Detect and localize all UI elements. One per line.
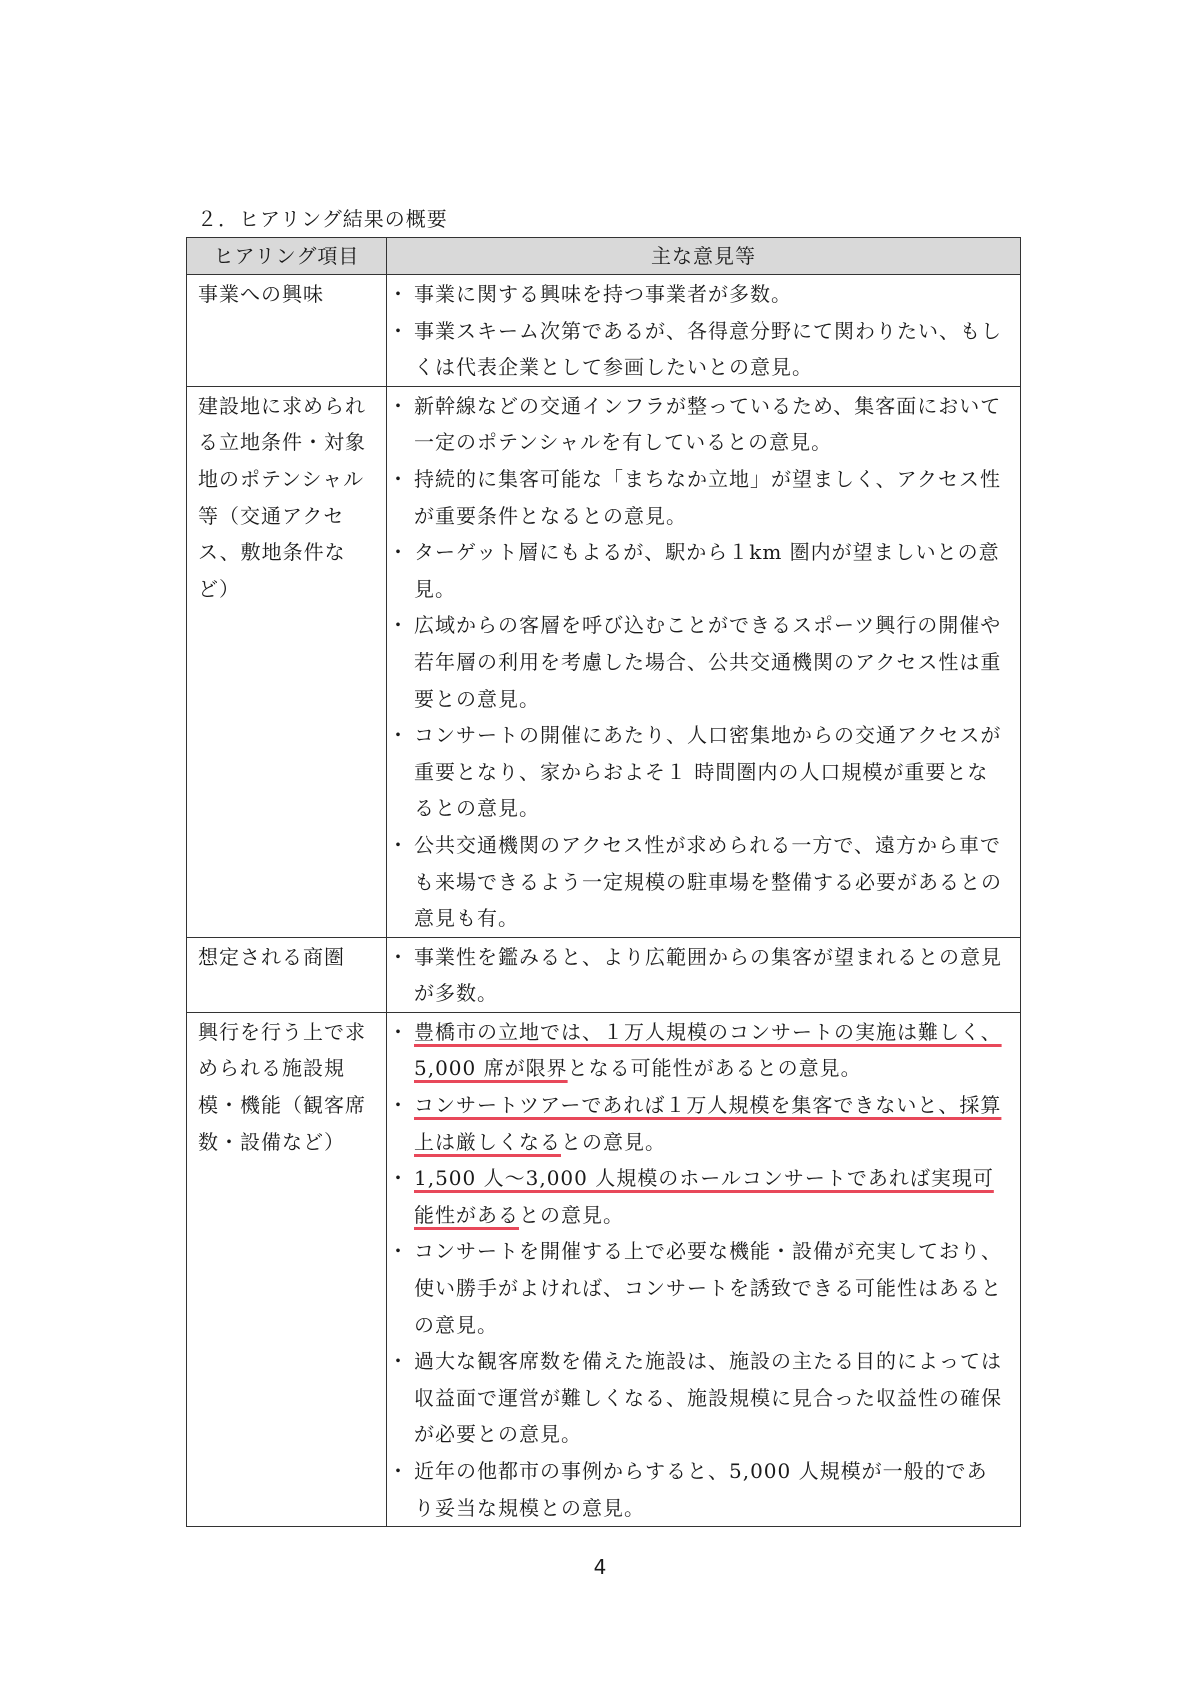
opinion-text: 広域からの客層を呼び込むことができるスポーツ興行の開催や若年層の利用を考慮した場合、公共交通機関のアクセス性は重要との意見。 <box>414 613 1002 711</box>
opinion-text: となる可能性があるとの意見。 <box>567 1056 862 1081</box>
highlighted-text: コンサートツアーであれば１万人規模を集客できないと、採算上は厳しくなる <box>414 1093 1002 1154</box>
opinions-cell <box>387 937 1021 1012</box>
opinion-text: との意見。 <box>561 1129 666 1154</box>
opinion-item <box>394 717 1008 827</box>
opinion-text: 事業性を鑑みると、より広範囲からの集客が望まれるとの意見が多数。 <box>414 944 1002 1006</box>
opinion-text: 事業スキーム次第であるが、各得意分野にて関わりたい、もしくは代表企業として参画したいとの意見。 <box>414 318 1002 380</box>
opinion-text: 事業に関する興味を持つ事業者が多数。 <box>414 282 792 306</box>
highlighted-text: 豊橋市の立地では、１万人規模のコンサートの実施は難しく、5,000 席が限界 <box>414 1019 1002 1081</box>
opinion-item <box>394 1087 1008 1160</box>
opinion-text: ターゲット層にもよるが、駅から１km 圏内が望ましいとの意見。 <box>414 540 1000 601</box>
opinion-text: コンサートの開催にあたり、人口密集地からの交通アクセスが重要となり、家からおよそ１ 時間圏内の人口規模が重要となるとの意見。 <box>414 723 1002 821</box>
opinion-text: 持続的に集客可能な「まちなか立地」が望ましく、アクセス性が重要条件となるとの意見。 <box>414 466 1001 528</box>
table-body <box>187 275 1021 1527</box>
header-hearing-item: ヒアリング項目 <box>187 238 387 275</box>
opinions-cell <box>387 275 1021 387</box>
opinion-item <box>394 461 1008 534</box>
opinion-text: 近年の他都市の事例からすると、5,000 人規模が一般的であり妥当な規模との意見。 <box>414 1459 988 1520</box>
table-row <box>187 275 1021 387</box>
header-main-opinions: 主な意見等 <box>387 238 1021 275</box>
page-number: 4 <box>593 1555 607 1579</box>
hearing-item-cell: 事業への興味 <box>187 275 387 387</box>
opinion-item <box>394 1233 1008 1343</box>
opinion-text: 公共交通機関のアクセス性が求められる一方で、遠方から車でも来場できるよう一定規模の駐車場を整備する必要があるとの意見も有。 <box>414 832 1002 931</box>
table-row <box>187 937 1021 1012</box>
opinion-item <box>394 388 1008 461</box>
highlighted-text: 1,500 人～3,000 人規模のホールコンサートであれば実現可能性がある <box>414 1166 994 1227</box>
opinion-item <box>394 1160 1008 1233</box>
opinion-item <box>394 939 1008 1012</box>
table-header-row <box>187 238 1021 275</box>
hearing-results-table <box>186 237 1021 1527</box>
hearing-item-cell: 建設地に求められる立地条件・対象地のポテンシャル等（交通アクセス、敷地条件など） <box>187 386 387 937</box>
opinion-list <box>394 939 1008 1012</box>
opinion-item <box>394 827 1008 937</box>
opinion-item <box>394 313 1008 386</box>
opinion-item <box>394 276 1008 313</box>
opinions-cell <box>387 1012 1021 1526</box>
opinion-item <box>394 1343 1008 1453</box>
table-row <box>187 1012 1021 1526</box>
opinions-cell <box>387 386 1021 937</box>
opinion-item <box>394 607 1008 717</box>
hearing-item-cell: 想定される商圏 <box>187 937 387 1012</box>
opinion-list <box>394 388 1008 937</box>
table-row <box>187 386 1021 937</box>
opinion-text: 過大な観客席数を備えた施設は、施設の主たる目的によっては収益面で運営が難しくなる、施設規模に見合った収益性の確保が必要との意見。 <box>414 1349 1002 1447</box>
opinion-item <box>394 1453 1008 1526</box>
opinion-text: との意見。 <box>519 1202 624 1227</box>
opinion-text: 新幹線などの交通インフラが整っているため、集客面において一定のポテンシャルを有しているとの意見。 <box>414 393 1002 455</box>
opinion-list <box>394 1014 1008 1526</box>
opinion-item <box>394 534 1008 607</box>
opinion-list <box>394 276 1008 386</box>
section-title: ２．ヒアリング結果の概要 <box>197 207 448 231</box>
opinion-item <box>394 1014 1008 1087</box>
opinion-text: コンサートを開催する上で必要な機能・設備が充実しており、使い勝手がよければ、コンサートを誘致できる可能性はあるとの意見。 <box>414 1239 1002 1337</box>
hearing-item-cell: 興行を行う上で求められる施設規模・機能（観客席数・設備など） <box>187 1012 387 1526</box>
